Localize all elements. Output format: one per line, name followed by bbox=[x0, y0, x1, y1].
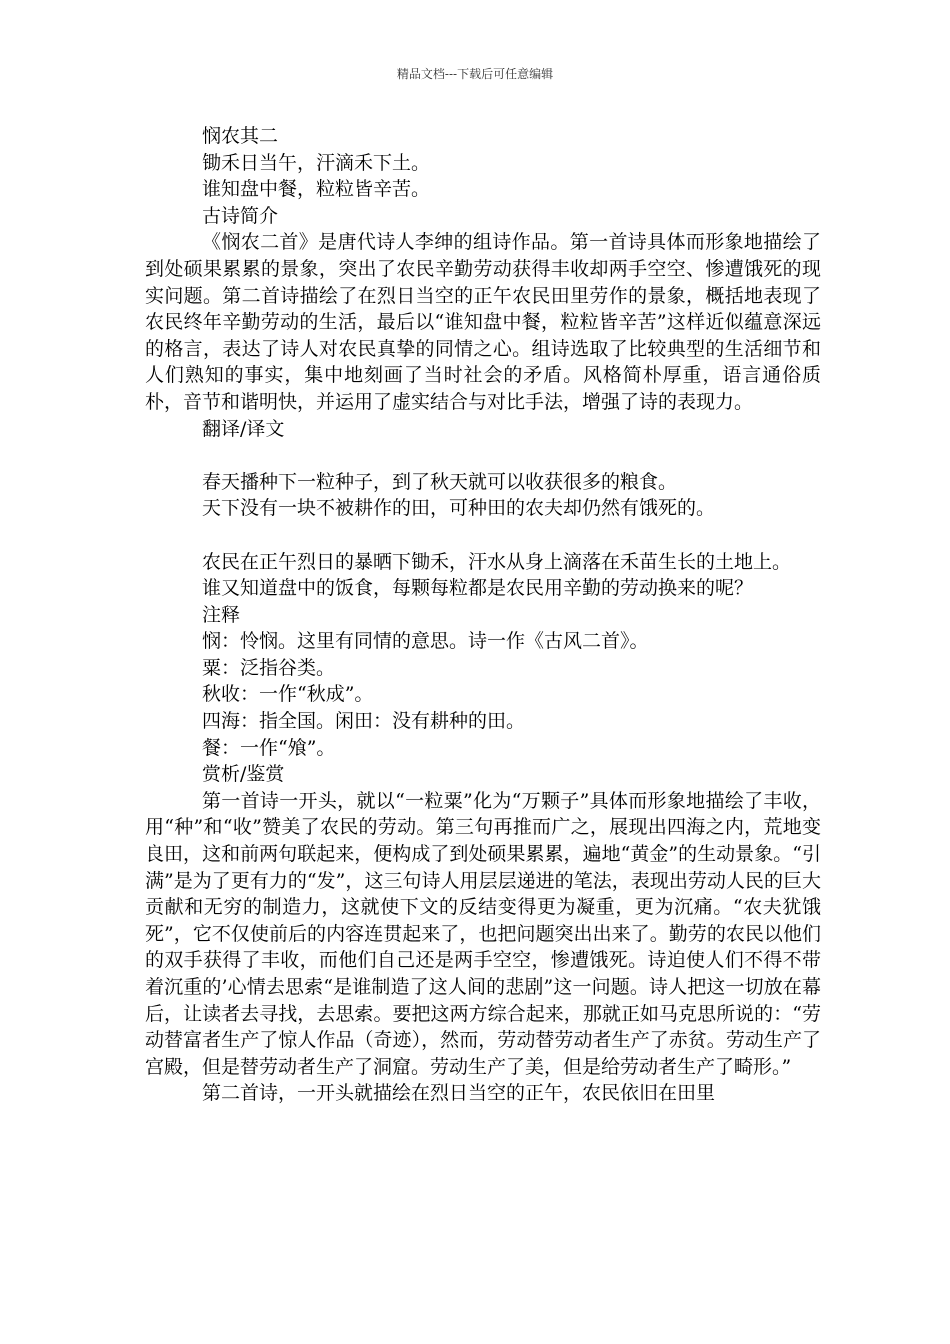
page-header: 精品文档---下载后可任意编辑 bbox=[396, 67, 554, 81]
translation-line: 农民在正午烈日的暴晒下锄禾，汗水从身上滴落在禾苗生长的土地上。 bbox=[202, 550, 792, 573]
note-item: 四海：指全国。闲田：没有耕种的田。 bbox=[202, 710, 526, 733]
note-item: 悯：怜悯。这里有同情的意思。诗一作《古风二首》。 bbox=[202, 630, 649, 653]
translation-line: 天下没有一块不被耕作的田，可种田的农夫却仍然有饿死的。 bbox=[202, 497, 716, 520]
intro-heading: 古诗简介 bbox=[202, 204, 279, 227]
translation-heading: 翻译/译文 bbox=[202, 417, 285, 440]
poem-title: 悯农其二 bbox=[202, 125, 279, 147]
note-item: 餐：一作“飧”。 bbox=[202, 736, 336, 759]
poem-line: 锄禾日当午，汗滴禾下土。 bbox=[202, 151, 431, 174]
poem-line: 谁知盘中餐，粒粒皆辛苦。 bbox=[202, 178, 431, 201]
blank-line bbox=[145, 442, 821, 469]
notes-heading: 注释 bbox=[202, 603, 241, 626]
appreciation-heading: 赏析/鉴赏 bbox=[202, 763, 285, 786]
note-item: 秋收：一作“秋成”。 bbox=[202, 683, 374, 706]
translation-line: 谁又知道盘中的饭食，每颗每粒都是农民用辛勤的劳动换来的呢？ bbox=[202, 577, 754, 600]
appreciation-paragraph: 第一首诗一开头，就以“一粒粟”化为“万颗子”具体而形象地描绘了丰收，用“种”和“收”赞美了农民的劳动。第三句再推而广之，展现出四海之内，荒地变良田，这和前两句联起来，便构成了到处硕果累累，遍地“黄金”的生动景象。“引满”是为了更有力的“发”，这三句诗人用层层递进的笔法，表现出劳动人民的巨大贡献和无穷的制造力，这就使下文的反结变得更为凝重，更为沉痛。“农夫犹饿死”，它不仅使前后的内容连贯起来了，也把问题突出出来了。勤劳的农民以他们的双手获得了丰收，而他们自己还是两手空空，惨遭饿死。诗迫使人们不得不带着沉重的’心情去思索“是谁制造了这人间的悲剧”这一问题。诗人把这一切放在幕后，让读者去寻找，去思索。要把这两方综合起来，那就正如马克思所说的：“劳动替富者生产了惊人作品（奇迹），然而，劳动替劳动者生产了赤贫。劳动生产了宫殿，但是替劳动者生产了洞窟。劳动生产了美，但是给劳动者生产了畸形。” bbox=[145, 789, 821, 1078]
intro-paragraph: 《悯农二首》是唐代诗人李绅的组诗作品。第一首诗具体而形象地描绘了到处硕果累累的景象，突出了农民辛勤劳动获得丰收却两手空空、惨遭饿死的现实问题。第二首诗描绘了在烈日当空的正午农民田里劳作的景象，概括地表现了农民终年辛勤劳动的生活，最后以“谁知盘中餐，粒粒皆辛苦”这样近似蕴意深远的格言，表达了诗人对农民真挚的同情之心。组诗选取了比较典型的生活细节和人们熟知的事实，集中地刻画了当时社会的矛盾。风格简朴厚重，语言通俗质朴，音节和谐明快，并运用了虚实结合与对比手法，增强了诗的表现力。 bbox=[145, 231, 821, 413]
translation-line: 春天播种下一粒种子，到了秋天就可以收获很多的粮食。 bbox=[202, 470, 678, 493]
appreciation-paragraph: 第二首诗，一开头就描绘在烈日当空的正午，农民依旧在田里 bbox=[202, 1082, 716, 1105]
note-item: 粟：泛指谷类。 bbox=[202, 656, 336, 679]
blank-line bbox=[145, 522, 821, 549]
document-body bbox=[145, 123, 821, 1107]
